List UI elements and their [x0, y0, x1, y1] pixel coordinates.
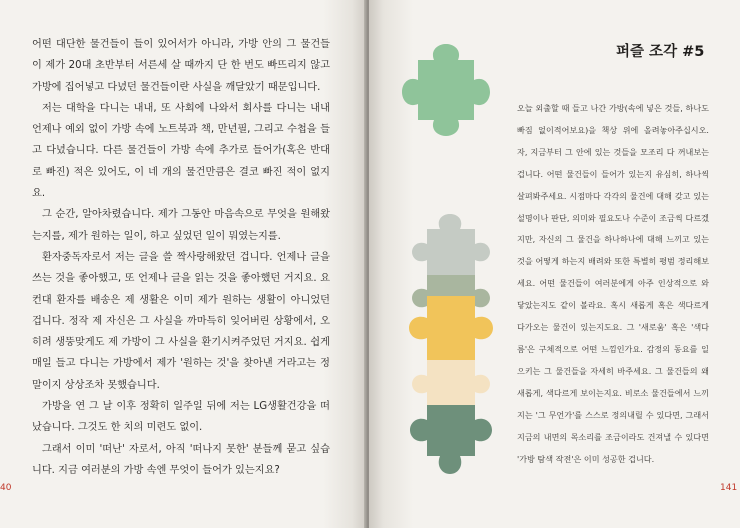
puzzle-piece-green-icon: [402, 44, 490, 136]
puzzle-piece-gray-icon: [412, 214, 490, 275]
puzzle-piece-cream-icon: [412, 360, 490, 412]
exercise-text: 오늘 외출할 때 들고 나간 가방(속에 넣은 것들, 하나도 빠짐 없이적어보요)을 책상 위에 올려놓아주십시오. 자, 지금부터 그 안에 있는 것들을 모조리 다 꺼내보는 겁니다. 어떤 물건들이 들어가 있는지 유심히, 하나씩 살펴봐주세요. 시점마다 각각의 물건에 대해 갖고 있는 설명이나 판단, 의미와 필요도나 수준이 조금씩 다르겠지만, 자신의 그 물건을 하나하나에 대해 느끼고 있는 것을 어떻게 하는지 배려와 또한 특별히 평범 정리해보세요. 어떤 물건들이 여러분에게 아주 인상적으로 와 닿았는지도 같이 볼라요. 혹시 새롭게 혹은 색다르게 다가오는 물건이 있는지도요. 그 '새로움' 혹은 '색다름'은 구체적으로 어떤 느낌인가요. 감정의 동요를 일으키는 그 물건들을 자세히 바주세요. 그 물건들의 왜 새롭게, 색다르게 보이는지요. 비로소 물건들에서 느끼지는 '그 무언가'를 스스로 정의내릴 수 있다면, 그래서 지금의 내면의 목소리를 조금이라도 건져낼 수 있다면 '가방 탐색 작전'은 이미 성공한 겁니다.: [517, 103, 709, 464]
section-title: 퍼즐 조각 #5: [616, 44, 705, 60]
paragraph-1: 어떤 대단한 물건들이 들이 있어서가 아니라, 가방 안의 그 물건들이 제가 20대 초반부터 서른세 살 때까지 단 한 번도 빠뜨리지 않고 가방에 집어넣고 다녔던 물건들이란 사실을 깨달았기 때문입니다.: [32, 39, 330, 93]
paragraph-6: 그래서 이미 '떠난' 자로서, 아직 '떠나지 못한' 분들께 묻고 싶습니다. 지금 여러분의 가방 속엔 무엇이 들어가 있는지요?: [32, 443, 330, 476]
paragraph-3: 그 순간, 알아차렸습니다. 제가 그동안 마음속으로 무엇을 원해왔는지를, 제가 원하는 일이, 하고 싶었던 일이 뭐였는지를.: [32, 209, 330, 242]
paragraph-5: 가방을 연 그 날 이후 정확히 일주일 뒤에 저는 LG생활건강을 떠났습니다. 그것도 한 치의 미련도 없이.: [32, 401, 330, 434]
paragraph-4: 환자중독자로서 저는 글을 쓸 짝사랑해왔던 겁니다. 언제나 글을 쓰는 것을 좋아했고, 또 언제나 글을 읽는 것을 좋아했던 거지요. 요컨대 환자를 배송은 제 생활은 이미 제가 원하는 생활이 아니었던 겁니다. 정작 제 자신은 그 사실을 까마득히 잊어버린 상황에서, 오히려 생뚱맞게도 제 가방이 그 사실을 환기시켜주었던 거지요. 쉽게 매일 들고 다니는 가방에서 제가 '원하는 것'을 찾아낸 거라고는 정말이지 상상조차 못했습니다.: [32, 251, 330, 391]
page-number-left: 40: [0, 483, 12, 493]
paragraph-2: 저는 대학을 다니는 내내, 또 사회에 나와서 회사를 다니는 내내 언제나 예외 없이 가방 속에 노트북과 책, 만년필, 그리고 수첩을 들고 다녔습니다. 다른 물건들이 가방 속에 추가로 들어가(혹은 반대로 빠진) 적은 있어도, 이 네 개의 물건만큼은 결코 빠진 적이 없지요.: [32, 102, 330, 200]
page-number-right: 141: [720, 483, 738, 493]
puzzle-piece-dark-green-icon: [410, 405, 492, 474]
